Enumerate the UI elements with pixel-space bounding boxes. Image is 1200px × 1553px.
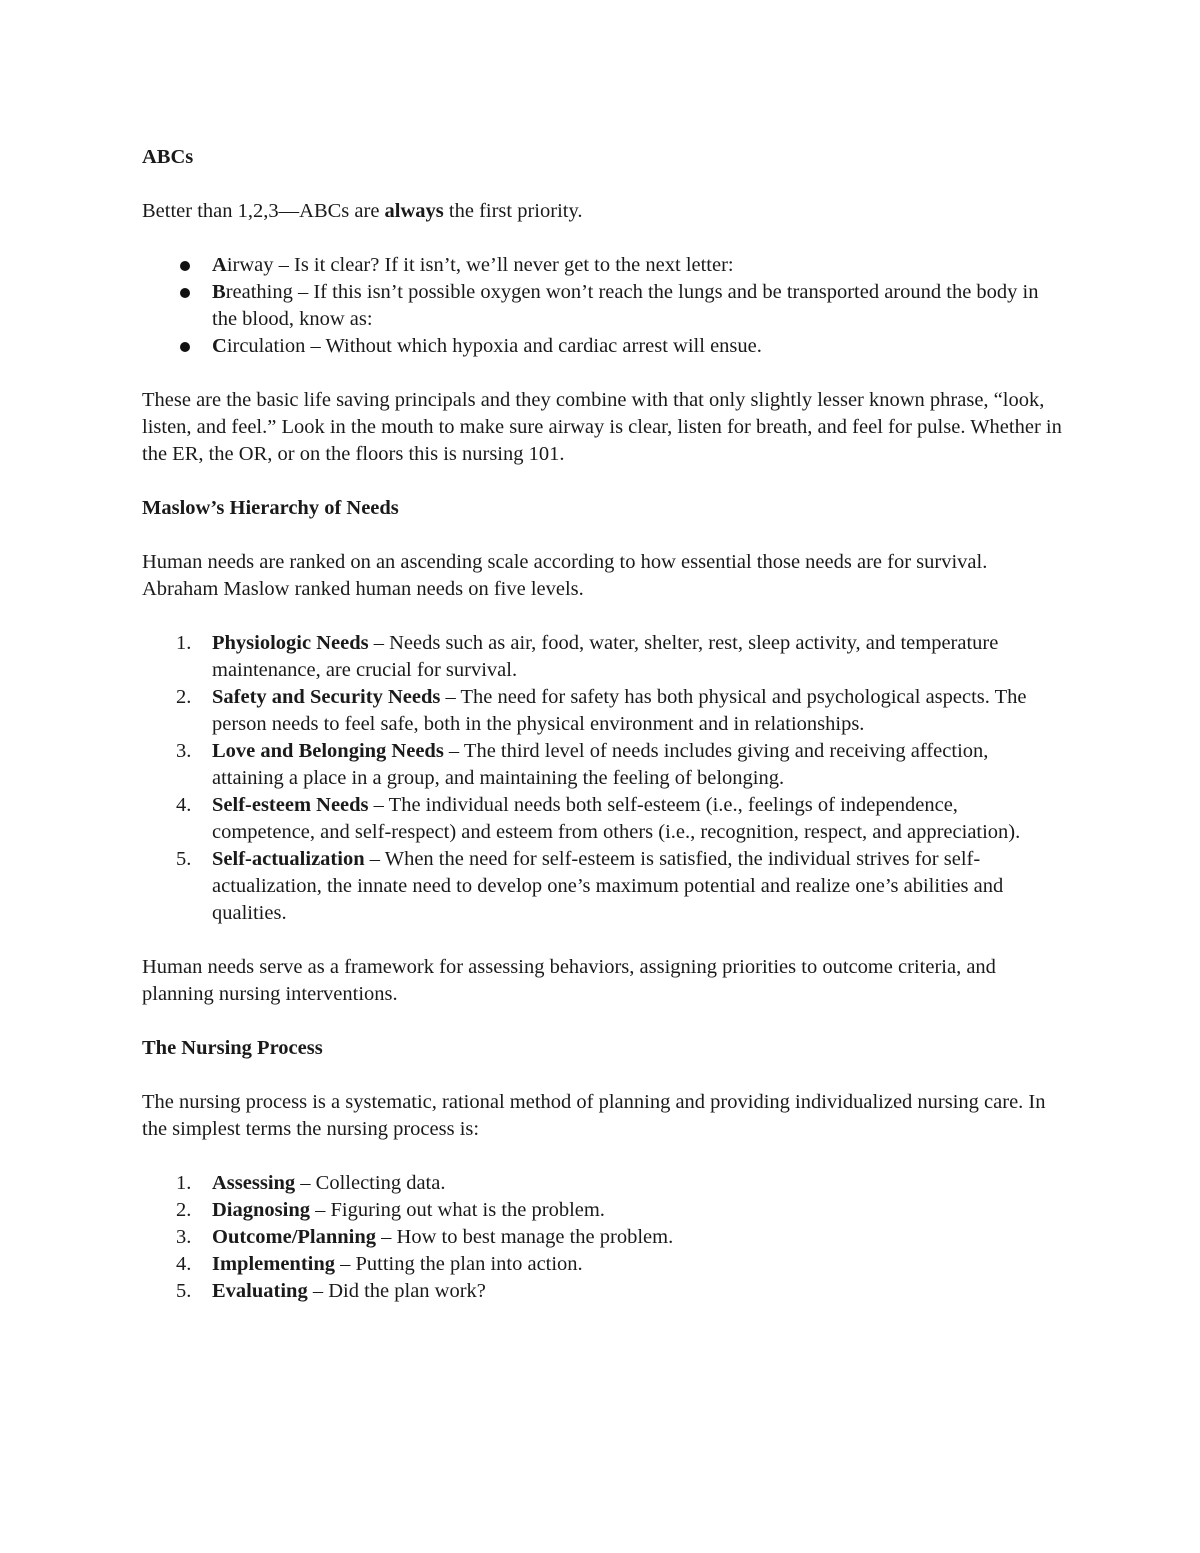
- list-number: 2.: [176, 1199, 192, 1221]
- nursing-process-term: Implementing: [212, 1253, 335, 1275]
- abcs-bullet-circulation: [142, 333, 1062, 360]
- nursing-process-term: Evaluating: [212, 1280, 308, 1302]
- nursing-process-item: [142, 1224, 1062, 1251]
- list-number: 4.: [176, 794, 192, 816]
- nursing-process-list: [142, 1170, 1062, 1305]
- maslow-term: Safety and Security Needs: [212, 686, 441, 708]
- abcs-bullet-list: [142, 252, 1062, 360]
- maslow-desc: – When the need for self-esteem is satisfied, the individual strives for self-actualization, the innate need to develop one’s maximum potential and realize one’s abilities and qualities.: [212, 848, 1004, 924]
- maslow-intro: Human needs are ranked on an ascending scale according to how essential those needs are for survival. Abraham Maslow ranked human needs on five levels.: [142, 551, 988, 600]
- abcs-intro-bold: always: [384, 200, 444, 222]
- bullet-text: irculation – Without which hypoxia and cardiac arrest will ensue.: [226, 335, 762, 357]
- abcs-intro: [142, 198, 1062, 225]
- nursing-process-item: [142, 1197, 1062, 1224]
- bullet-text: irway – Is it clear? If it isn’t, we’ll never get to the next letter:: [226, 254, 734, 276]
- abcs-intro-post: the first priority.: [443, 200, 583, 222]
- maslow-heading: Maslow’s Hierarchy of Needs: [142, 497, 399, 519]
- maslow-desc: – Needs such as air, food, water, shelter, rest, sleep activity, and temperature maintenance, are crucial for survival.: [212, 632, 999, 681]
- nursing-process-item: [142, 1278, 1062, 1305]
- nursing-process-desc: – Collecting data.: [295, 1172, 446, 1194]
- bullet-initial: A: [212, 254, 227, 276]
- nursing-process-intro: The nursing process is a systematic, rational method of planning and providing individualized nursing care. In the simplest terms the nursing process is:: [142, 1091, 1046, 1140]
- list-number: 2.: [176, 686, 192, 708]
- nursing-process-item: [142, 1170, 1062, 1197]
- maslow-item: [142, 738, 1062, 792]
- maslow-item: [142, 846, 1062, 927]
- list-number: 3.: [176, 1226, 192, 1248]
- maslow-item: [142, 684, 1062, 738]
- bullet-initial: C: [212, 335, 227, 357]
- bullet-icon: [180, 288, 190, 298]
- nursing-process-desc: – Figuring out what is the problem.: [309, 1199, 605, 1221]
- maslow-closing: Human needs serve as a framework for assessing behaviors, assigning priorities to outcome criteria, and planning nursing interventions.: [142, 956, 996, 1005]
- list-number: 1.: [176, 1172, 192, 1194]
- nursing-process-desc: – How to best manage the problem.: [376, 1226, 674, 1248]
- list-number: 3.: [176, 740, 192, 762]
- maslow-item: [142, 630, 1062, 684]
- abcs-bullet-airway: [142, 252, 1062, 279]
- list-number: 5.: [176, 848, 192, 870]
- maslow-desc: – The third level of needs includes giving and receiving affection, attaining a place in a group, and maintaining the feeling of belonging.: [212, 740, 989, 789]
- abcs-bullet-breathing: [142, 279, 1062, 333]
- maslow-term: Love and Belonging Needs: [212, 740, 444, 762]
- bullet-icon: [180, 342, 190, 352]
- nursing-process-heading: The Nursing Process: [142, 1037, 323, 1059]
- maslow-term: Self-esteem Needs: [212, 794, 369, 816]
- nursing-process-term: Outcome/Planning: [212, 1226, 377, 1248]
- bullet-initial: B: [212, 281, 226, 303]
- maslow-term: Self-actualization: [212, 848, 365, 870]
- maslow-item: [142, 792, 1062, 846]
- list-number: 5.: [176, 1280, 192, 1302]
- abcs-heading: ABCs: [142, 146, 194, 168]
- abcs-intro-pre: Better than 1,2,3—ABCs are: [142, 200, 385, 222]
- maslow-desc: – The individual needs both self-esteem (i.e., feelings of independence, competence, and self-respect) and esteem from others (i.e., recognition, respect, and appreciation).: [212, 794, 1021, 843]
- maslow-term: Physiologic Needs: [212, 632, 369, 654]
- nursing-process-term: Assessing: [212, 1172, 296, 1194]
- bullet-text: reathing – If this isn’t possible oxygen won’t reach the lungs and be transported around the body in the blood, know as:: [212, 281, 1039, 330]
- document-page: [142, 144, 1062, 1305]
- nursing-process-desc: – Putting the plan into action.: [335, 1253, 583, 1275]
- nursing-process-term: Diagnosing: [212, 1199, 310, 1221]
- maslow-list: [142, 630, 1062, 927]
- abcs-closing: These are the basic life saving principals and they combine with that only slightly lesser known phrase, “look, listen, and feel.” Look in the mouth to make sure airway is clear, listen for breath, and feel for pulse. Whether in the ER, the OR, or on the floors this is nursing 101.: [142, 389, 1062, 465]
- list-number: 4.: [176, 1253, 192, 1275]
- nursing-process-desc: – Did the plan work?: [307, 1280, 486, 1302]
- list-number: 1.: [176, 632, 192, 654]
- nursing-process-item: [142, 1251, 1062, 1278]
- maslow-desc: – The need for safety has both physical and psychological aspects. The person needs to feel safe, both in the physical environment and in relationships.: [212, 686, 1027, 735]
- bullet-icon: [180, 261, 190, 271]
